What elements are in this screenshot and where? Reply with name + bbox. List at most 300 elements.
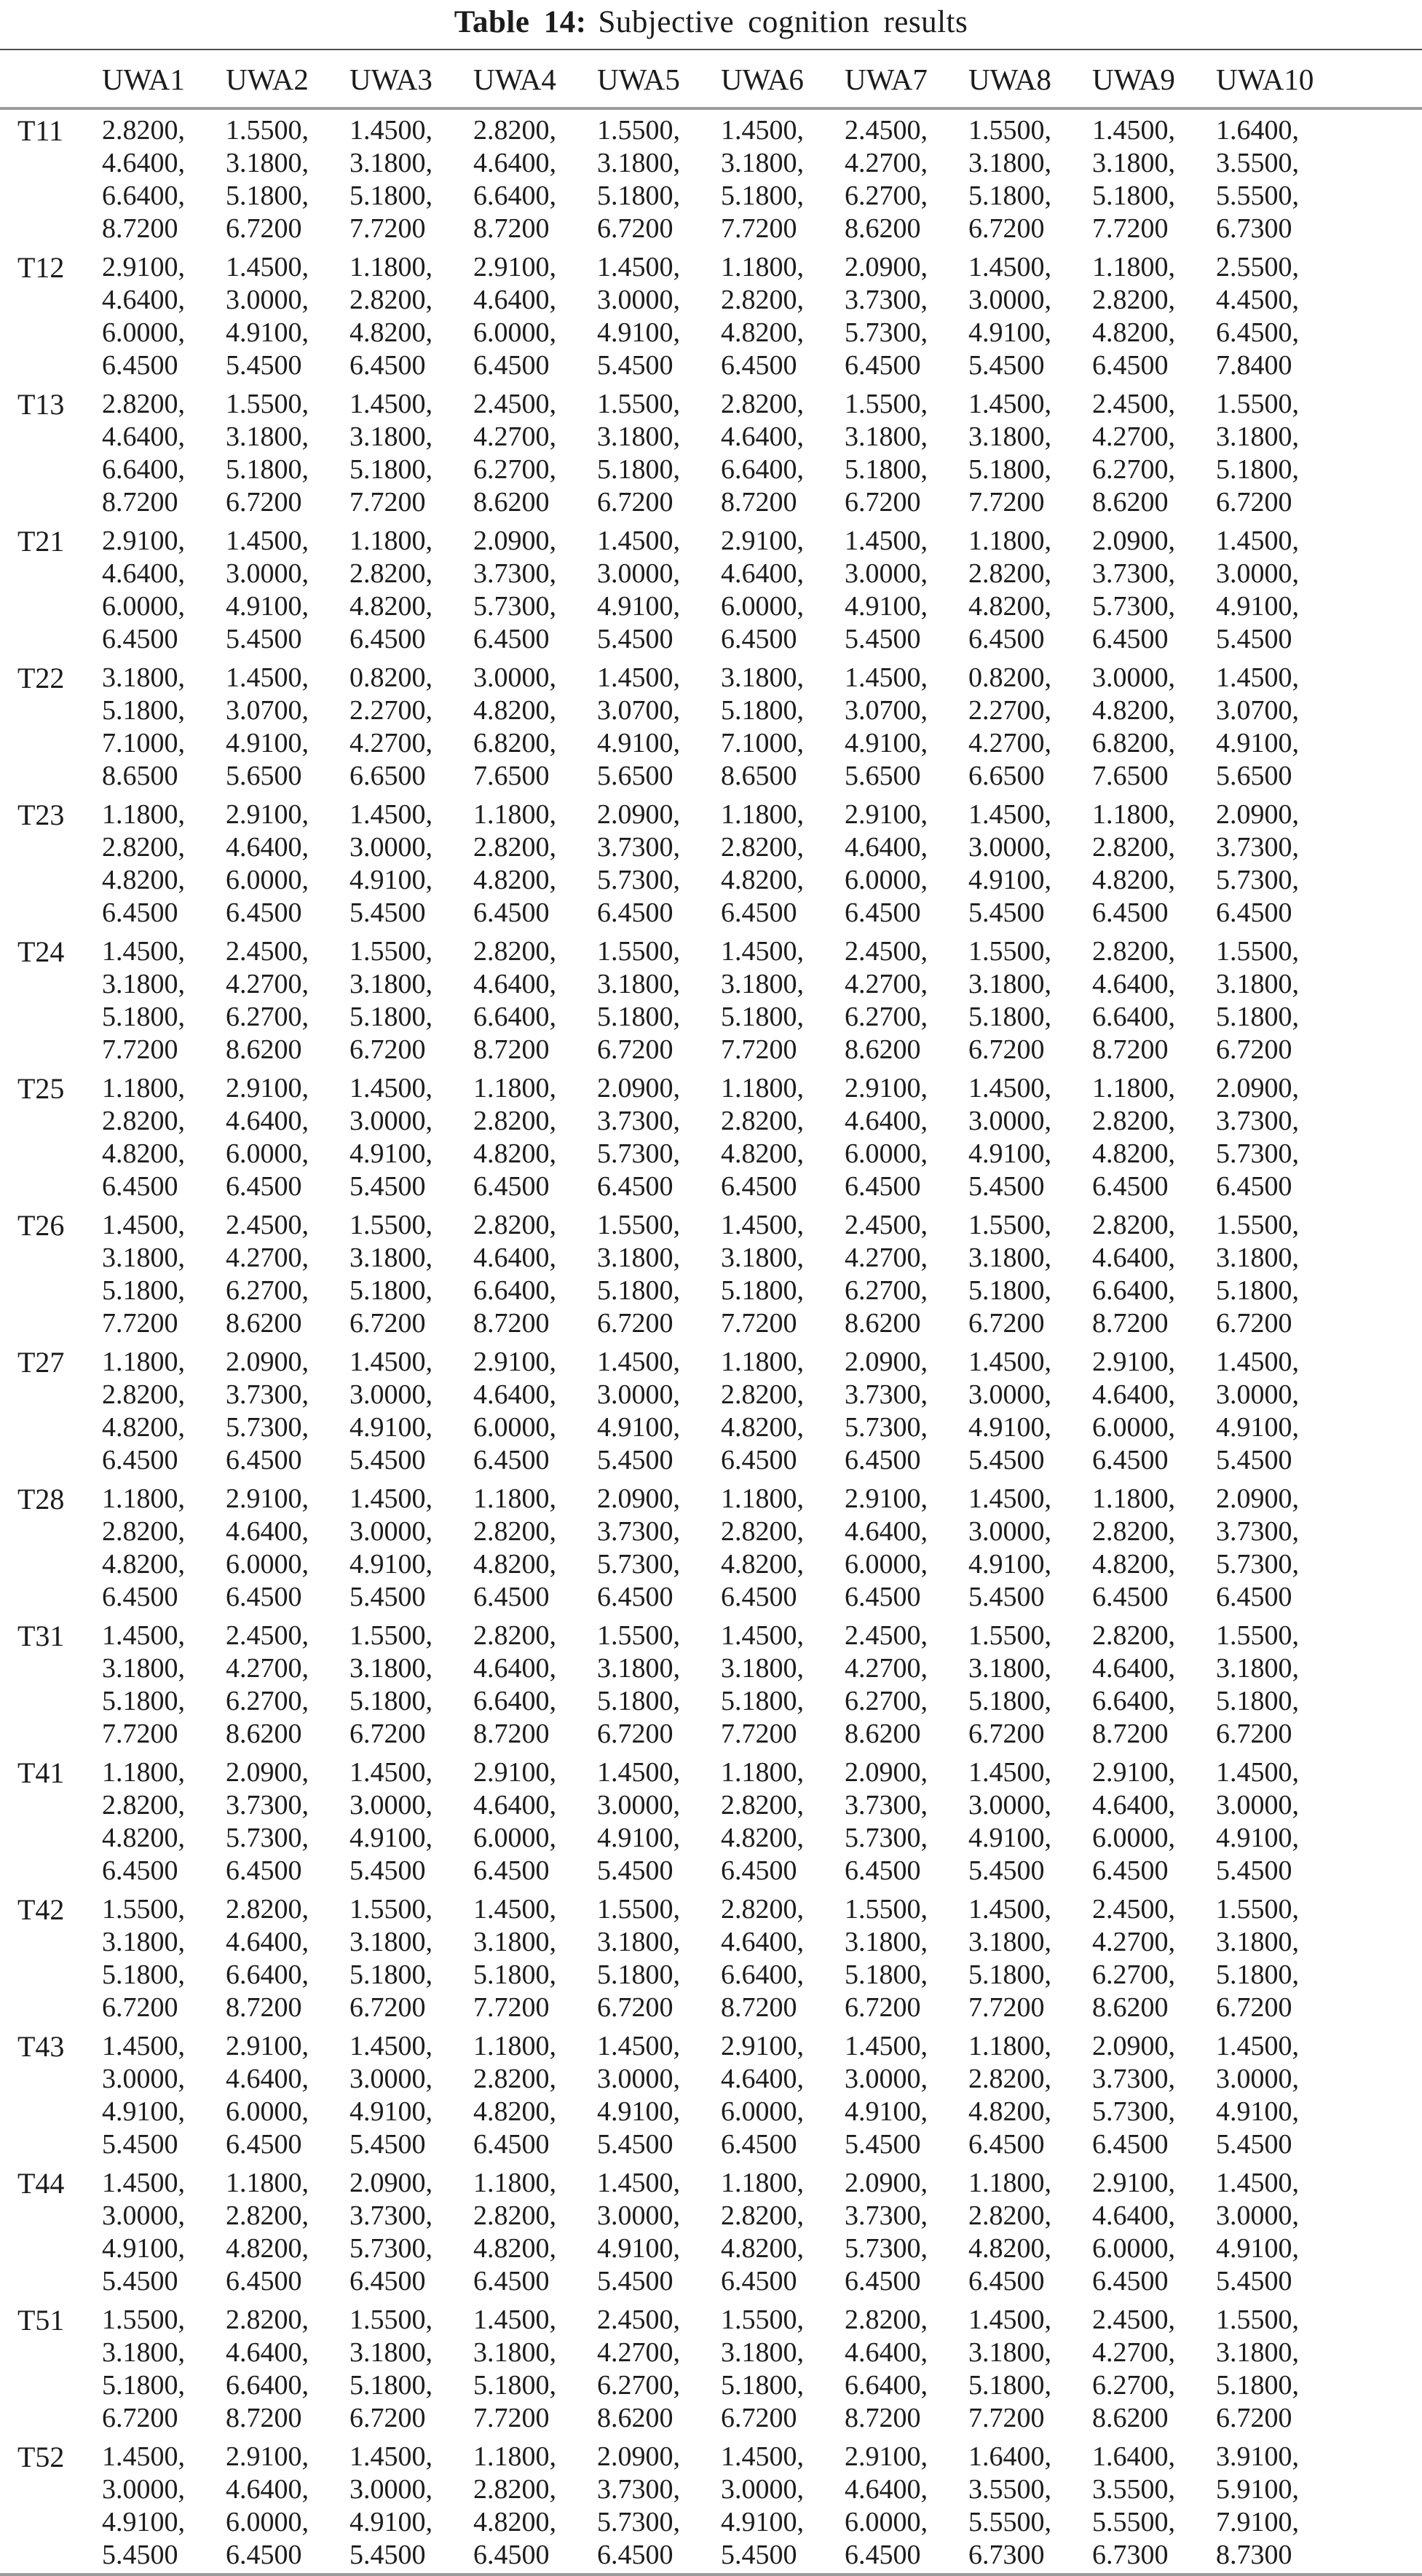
cell-value: 2.8200, — [226, 1894, 309, 1925]
cell-value: 4.9100, — [597, 1412, 680, 1443]
cell-value: 1.1800, — [1092, 1073, 1175, 1103]
cell-value: 5.1800, — [597, 1002, 680, 1032]
cell-value: 3.7300, — [845, 285, 928, 315]
cell-value: 4.8200, — [1092, 865, 1175, 895]
cell-value: 5.4500 — [845, 2129, 921, 2160]
cell-value: 2.9100, — [721, 2031, 804, 2061]
cell-value: 5.1800, — [597, 1686, 680, 1716]
cell-value: 3.0000, — [968, 285, 1051, 315]
cell-value: 4.6400, — [1092, 1653, 1175, 1684]
table-caption — [0, 0, 1422, 40]
cell-value: 2.0900, — [597, 799, 680, 830]
cell-value: 7.6500 — [473, 761, 550, 791]
cell-value: 6.7200 — [1216, 1992, 1292, 2023]
cell-value: 2.8200, — [1092, 1620, 1175, 1651]
cell-t28-uwa1 — [102, 1478, 226, 1615]
cell-value: 4.8200, — [102, 1412, 185, 1443]
cell-value: 3.0000, — [968, 832, 1051, 863]
cell-value: 3.1800, — [597, 1243, 680, 1273]
cell-value: 6.4500 — [473, 897, 550, 928]
cell-value: 2.8200, — [349, 558, 432, 589]
cell-value: 7.7200 — [721, 1719, 797, 1749]
cell-t28-uwa4 — [473, 1478, 597, 1615]
cell-value: 3.0000, — [968, 1790, 1051, 1820]
cell-value: 6.4500 — [349, 2266, 426, 2296]
cell-value: 5.6500 — [845, 761, 921, 791]
cell-t24-uwa1 — [102, 931, 226, 1068]
cell-t11-uwa5 — [597, 108, 721, 247]
cell-t41-uwa6 — [721, 1752, 845, 1889]
cell-value: 4.9100, — [845, 728, 928, 758]
cell-t12-uwa1 — [102, 247, 226, 384]
cell-value: 7.7200 — [473, 1992, 550, 2023]
cell-value: 6.4500 — [226, 1171, 302, 1202]
cell-value: 5.1800, — [1216, 1686, 1299, 1716]
cell-value: 1.5500, — [1216, 1210, 1299, 1240]
cell-t12-uwa3 — [349, 247, 473, 384]
cell-value: 1.4500, — [968, 1347, 1051, 1377]
cell-value: 1.4500, — [597, 1347, 680, 1377]
cell-value: 5.4500 — [226, 624, 302, 654]
cell-value: 1.4500, — [968, 1757, 1051, 1788]
table-row-t28 — [0, 1478, 1422, 1615]
cell-value: 1.4500, — [1216, 1347, 1299, 1377]
cell-value: 6.2700, — [845, 1686, 928, 1716]
cell-value: 6.4500, — [1216, 317, 1299, 348]
cell-value: 2.0900, — [1216, 1073, 1299, 1103]
cell-t44-uwa5 — [597, 2163, 721, 2299]
cell-value: 1.1800, — [349, 252, 432, 282]
cell-value: 3.0000, — [597, 2200, 680, 2231]
cell-value: 4.9100, — [349, 1549, 432, 1580]
cell-value: 5.1800, — [349, 1275, 432, 1306]
cell-value: 7.7200 — [102, 1034, 178, 1065]
cell-value: 1.4500, — [102, 2031, 185, 2061]
cell-value: 1.4500, — [721, 936, 804, 967]
cell-value: 3.0000, — [968, 1516, 1051, 1547]
cell-value: 6.4500 — [102, 1582, 178, 1612]
cell-value: 1.4500, — [102, 2168, 185, 2198]
cell-value: 6.6500 — [349, 761, 426, 791]
cell-value: 3.1800, — [845, 1927, 928, 1957]
cell-t13-uwa6 — [721, 384, 845, 520]
cell-value: 8.6200 — [1092, 487, 1169, 518]
cell-value: 1.4500, — [349, 2441, 432, 2472]
cell-value: 4.9100, — [349, 1412, 432, 1443]
cell-value: 2.8200, — [102, 1516, 185, 1547]
cell-value: 4.8200, — [968, 591, 1051, 622]
cell-value: 6.7200 — [597, 1034, 674, 1065]
cell-value: 4.9100, — [597, 1823, 680, 1853]
cell-t52-uwa8 — [968, 2436, 1092, 2575]
cell-value: 4.6400, — [1092, 1379, 1175, 1410]
cell-value: 1.5500, — [349, 2304, 432, 2335]
cell-value: 2.4500, — [1092, 1894, 1175, 1925]
cell-value: 1.4500, — [968, 389, 1051, 419]
cell-value: 2.8200, — [349, 285, 432, 315]
cell-value: 5.1800, — [721, 1275, 804, 1306]
cell-value: 1.5500, — [349, 936, 432, 967]
cell-value: 5.7300, — [1092, 2096, 1175, 2127]
cell-value: 4.9100, — [597, 591, 680, 622]
cell-value: 5.1800, — [102, 1959, 185, 1990]
cell-value: 6.6400, — [1092, 1686, 1175, 1716]
cell-value: 1.4500, — [968, 252, 1051, 282]
cell-value: 3.0000, — [102, 2064, 185, 2094]
cell-t25-uwa8 — [968, 1068, 1092, 1205]
cell-value: 2.0900, — [226, 1347, 309, 1377]
cell-t44-uwa4 — [473, 2163, 597, 2299]
cell-value: 2.4500, — [845, 1210, 928, 1240]
cell-value: 1.1800, — [968, 2168, 1051, 2198]
cell-value: 3.0000, — [597, 2064, 680, 2094]
cell-value: 1.4500, — [1216, 526, 1299, 556]
cell-t26-uwa9 — [1092, 1205, 1216, 1341]
cell-value: 2.8200, — [721, 1516, 804, 1547]
cell-value: 3.7300, — [1092, 558, 1175, 589]
cell-value: 2.8200, — [721, 832, 804, 863]
cell-value: 4.9100, — [349, 1823, 432, 1853]
cell-value: 5.7300, — [226, 1412, 309, 1443]
cell-value: 4.9100, — [349, 2096, 432, 2127]
cell-value: 2.0900, — [1216, 799, 1299, 830]
cell-value: 2.8200, — [721, 389, 804, 419]
cell-value: 6.4500 — [968, 624, 1045, 654]
cell-value: 5.1800, — [968, 454, 1051, 485]
cell-value: 2.8200, — [102, 1790, 185, 1820]
cell-value: 5.4500 — [597, 2266, 674, 2296]
cell-t51-uwa7 — [845, 2299, 968, 2436]
cell-value: 1.5500, — [349, 1620, 432, 1651]
cell-value: 4.9100, — [102, 2096, 185, 2127]
cell-value: 5.4500 — [968, 897, 1045, 928]
cell-value: 1.1800, — [1092, 252, 1175, 282]
cell-value: 4.8200, — [473, 2507, 556, 2537]
cell-value: 5.1800, — [349, 2370, 432, 2401]
cell-t11-uwa2 — [226, 108, 349, 247]
cell-value: 1.4500, — [597, 1757, 680, 1788]
cell-value: 6.0000, — [473, 1412, 556, 1443]
cell-t28-uwa8 — [968, 1478, 1092, 1615]
cell-value: 7.8400 — [1216, 350, 1292, 381]
cell-value: 2.8200, — [721, 1790, 804, 1820]
cell-value: 4.9100, — [1216, 1412, 1299, 1443]
cell-t26-uwa7 — [845, 1205, 968, 1341]
cell-value: 5.4500 — [349, 1445, 426, 1475]
cell-value: 1.6400, — [968, 2441, 1051, 2472]
cell-value: 6.0000, — [226, 1138, 309, 1169]
row-label: T23 — [17, 798, 65, 831]
cell-value: 3.0000, — [597, 285, 680, 315]
cell-value: 4.8200, — [473, 2096, 556, 2127]
cell-value: 6.7200 — [349, 1992, 426, 2023]
cell-value: 3.1800, — [597, 1927, 680, 1957]
cell-value: 6.4500 — [473, 624, 550, 654]
cell-value: 4.6400, — [102, 421, 185, 452]
cell-t42-uwa4 — [473, 1889, 597, 2026]
cell-value: 5.1800, — [473, 2370, 556, 2401]
cell-value: 4.8200, — [473, 865, 556, 895]
cell-value: 4.6400, — [226, 1927, 309, 1957]
cell-value: 4.8200, — [721, 1549, 804, 1580]
cell-t41-uwa10 — [1216, 1752, 1422, 1889]
cell-value: 5.7300, — [597, 1138, 680, 1169]
cell-t25-uwa1 — [102, 1068, 226, 1205]
cell-value: 4.8200, — [102, 1823, 185, 1853]
cell-t11-uwa1 — [102, 108, 226, 247]
cell-value: 5.7300, — [845, 2233, 928, 2264]
cell-value: 2.9100, — [102, 252, 185, 282]
cell-value: 6.4500 — [226, 2129, 302, 2160]
cell-t44-uwa7 — [845, 2163, 968, 2299]
cell-value: 5.4500 — [597, 624, 674, 654]
cell-value: 1.4500, — [349, 1483, 432, 1514]
cell-value: 3.1800, — [1216, 421, 1299, 452]
cell-value: 3.1800, — [349, 2337, 432, 2368]
cell-value: 4.9100, — [349, 2507, 432, 2537]
cell-t41-uwa4 — [473, 1752, 597, 1889]
cell-t21-uwa8 — [968, 520, 1092, 657]
cell-value: 3.0000, — [597, 558, 680, 589]
cell-value: 6.7200 — [1216, 2403, 1292, 2433]
cell-value: 6.4500 — [473, 1445, 550, 1475]
cell-t22-uwa5 — [597, 657, 721, 794]
cell-value: 8.7200 — [1092, 1719, 1169, 1749]
cell-value: 3.0000, — [349, 832, 432, 863]
cell-value: 4.6400, — [226, 1516, 309, 1547]
cell-value: 6.7200 — [721, 2403, 797, 2433]
cell-value: 1.4500, — [349, 389, 432, 419]
cell-t27-uwa2 — [226, 1341, 349, 1478]
cell-value: 4.6400, — [721, 558, 804, 589]
cell-value: 5.4500 — [226, 350, 302, 381]
cell-value: 6.7200 — [226, 487, 302, 518]
cell-value: 6.7200 — [226, 213, 302, 244]
cell-value: 5.4500 — [721, 2540, 797, 2570]
cell-value: 6.4500 — [721, 1582, 797, 1612]
cell-value: 6.4500 — [102, 1445, 178, 1475]
cell-value: 5.1800, — [1216, 1959, 1299, 1990]
cell-value: 6.4500 — [597, 2540, 674, 2570]
cell-value: 1.1800, — [473, 1483, 556, 1514]
cell-value: 2.9100, — [102, 526, 185, 556]
table-row-t11 — [0, 108, 1422, 247]
column-header-uwa7: UWA7 — [845, 49, 968, 108]
cell-value: 6.0000, — [226, 865, 309, 895]
cell-value: 2.8200, — [102, 1379, 185, 1410]
cell-t51-uwa2 — [226, 2299, 349, 2436]
cell-value: 5.5500, — [968, 2507, 1051, 2537]
cell-value: 2.8200, — [226, 2304, 309, 2335]
cell-value: 1.1800, — [102, 799, 185, 830]
cell-value: 6.6400, — [102, 454, 185, 485]
cell-value: 2.8200, — [721, 285, 804, 315]
cell-value: 6.6400, — [721, 454, 804, 485]
row-label: T44 — [17, 2167, 65, 2200]
cell-value: 2.0900, — [1216, 1483, 1299, 1514]
cell-value: 8.7200 — [102, 487, 178, 518]
cell-value: 4.6400, — [845, 832, 928, 863]
cell-t21-uwa2 — [226, 520, 349, 657]
cell-t31-uwa1 — [102, 1615, 226, 1752]
cell-value: 4.9100, — [968, 317, 1051, 348]
cell-value: 6.2700, — [845, 1275, 928, 1306]
cell-value: 6.4500 — [721, 1855, 797, 1886]
cell-t23-uwa7 — [845, 794, 968, 931]
cell-t43-uwa1 — [102, 2026, 226, 2163]
row-label: T31 — [17, 1620, 65, 1652]
cell-t21-uwa3 — [349, 520, 473, 657]
cell-value: 6.4500 — [845, 2266, 921, 2296]
cell-value: 1.1800, — [968, 2031, 1051, 2061]
cell-value: 3.0000, — [597, 1379, 680, 1410]
cell-value: 4.2700, — [349, 728, 432, 758]
cell-value: 6.6400, — [226, 1959, 309, 1990]
column-header-uwa6: UWA6 — [721, 49, 845, 108]
cell-value: 1.5500, — [597, 1894, 680, 1925]
cell-t28-uwa5 — [597, 1478, 721, 1615]
cell-t21-uwa10 — [1216, 520, 1422, 657]
cell-value: 4.9100, — [349, 865, 432, 895]
column-header-uwa2: UWA2 — [226, 49, 349, 108]
cell-value: 1.5500, — [226, 389, 309, 419]
cell-value: 1.1800, — [102, 1073, 185, 1103]
cell-t13-uwa10 — [1216, 384, 1422, 520]
cell-value: 4.6400, — [102, 558, 185, 589]
cell-value: 5.7300, — [597, 865, 680, 895]
cell-value: 6.0000, — [473, 317, 556, 348]
cell-value: 4.8200, — [721, 865, 804, 895]
cell-value: 5.4500 — [102, 2266, 178, 2296]
cell-value: 6.4500 — [1092, 350, 1169, 381]
cell-value: 5.7300, — [845, 1412, 928, 1443]
cell-value: 5.1800, — [721, 1686, 804, 1716]
cell-t31-uwa4 — [473, 1615, 597, 1752]
cell-value: 8.6200 — [473, 487, 550, 518]
cell-value: 2.8200, — [1092, 1516, 1175, 1547]
cell-t24-uwa5 — [597, 931, 721, 1068]
cell-t13-uwa1 — [102, 384, 226, 520]
cell-value: 6.4500 — [1092, 1855, 1169, 1886]
cell-value: 6.7200 — [349, 1308, 426, 1339]
cell-t22-uwa4 — [473, 657, 597, 794]
cell-value: 2.4500, — [226, 1620, 309, 1651]
cell-value: 5.1800, — [1216, 1002, 1299, 1032]
cell-value: 6.4500 — [845, 350, 921, 381]
cell-value: 3.0000, — [1216, 1379, 1299, 1410]
cell-value: 1.4500, — [226, 662, 309, 693]
cell-value: 7.9100, — [1216, 2507, 1299, 2537]
cell-value: 8.6200 — [845, 1719, 921, 1749]
cell-value: 2.8200, — [473, 2200, 556, 2231]
cell-value: 4.6400, — [1092, 2200, 1175, 2231]
cell-value: 6.4500 — [721, 350, 797, 381]
cell-value: 5.1800, — [102, 2370, 185, 2401]
cell-t25-uwa7 — [845, 1068, 968, 1205]
cell-value: 4.6400, — [226, 832, 309, 863]
cell-value: 1.4500, — [473, 2304, 556, 2335]
cell-value: 0.8200, — [349, 662, 432, 693]
cell-t42-uwa10 — [1216, 1889, 1422, 2026]
cell-value: 3.0000, — [102, 2474, 185, 2505]
cell-t24-uwa3 — [349, 931, 473, 1068]
cell-value: 5.1800, — [597, 1959, 680, 1990]
cell-t21-uwa6 — [721, 520, 845, 657]
cell-value: 2.9100, — [473, 1347, 556, 1377]
cell-t27-uwa4 — [473, 1341, 597, 1478]
cell-value: 1.4500, — [968, 1483, 1051, 1514]
cell-value: 2.9100, — [845, 799, 928, 830]
cell-value: 2.0900, — [845, 2168, 928, 2198]
cell-value: 6.4500 — [968, 2129, 1045, 2160]
cell-value: 5.6500 — [597, 761, 674, 791]
cell-value: 2.9100, — [845, 1483, 928, 1514]
cell-value: 5.4500 — [1216, 1855, 1292, 1886]
cell-value: 2.0900, — [597, 1483, 680, 1514]
cell-t25-uwa6 — [721, 1068, 845, 1205]
cell-value: 3.0000, — [845, 558, 928, 589]
cell-value: 6.7200 — [597, 487, 674, 518]
cell-value: 3.5500, — [1092, 2474, 1175, 2505]
cell-value: 3.7300, — [597, 1516, 680, 1547]
cell-value: 3.9100, — [1216, 2441, 1299, 2472]
cell-value: 4.6400, — [473, 1379, 556, 1410]
cell-value: 4.6400, — [845, 1516, 928, 1547]
cell-t26-uwa1 — [102, 1205, 226, 1341]
cell-value: 1.1800, — [721, 1483, 804, 1514]
row-label: T25 — [17, 1072, 65, 1105]
cell-value: 2.8200, — [473, 115, 556, 146]
cell-value: 5.4500 — [1216, 2266, 1292, 2296]
cell-value: 3.5500, — [968, 2474, 1051, 2505]
cell-value: 5.4500 — [597, 1855, 674, 1886]
cell-value: 6.7200 — [597, 1308, 674, 1339]
cell-t44-uwa6 — [721, 2163, 845, 2299]
cell-value: 1.1800, — [1092, 1483, 1175, 1514]
cell-value: 4.8200, — [968, 2096, 1051, 2127]
cell-value: 1.6400, — [1216, 115, 1299, 146]
cell-value: 7.7200 — [721, 213, 797, 244]
cell-value: 4.8200, — [721, 1823, 804, 1853]
cell-value: 5.4500 — [349, 1855, 426, 1886]
cell-value: 1.1800, — [102, 1347, 185, 1377]
cell-value: 3.7300, — [597, 1106, 680, 1136]
cell-value: 2.8200, — [102, 1106, 185, 1136]
cell-value: 5.1800, — [968, 1275, 1051, 1306]
table-row-t22 — [0, 657, 1422, 794]
cell-value: 5.1800, — [721, 2370, 804, 2401]
cell-value: 5.1800, — [968, 1686, 1051, 1716]
cell-value: 3.1800, — [473, 2337, 556, 2368]
cell-t13-uwa8 — [968, 384, 1092, 520]
cell-t28-uwa6 — [721, 1478, 845, 1615]
cell-value: 8.6200 — [597, 2403, 674, 2433]
cell-value: 3.0000, — [102, 2200, 185, 2231]
cell-value: 8.6500 — [721, 761, 797, 791]
cell-value: 4.6400, — [473, 285, 556, 315]
cell-value: 5.4500 — [968, 1582, 1045, 1612]
cell-value: 4.9100, — [597, 317, 680, 348]
cell-value: 4.2700, — [1092, 1927, 1175, 1957]
cell-value: 3.0700, — [845, 695, 928, 726]
cell-value: 3.1800, — [1092, 148, 1175, 178]
cell-value: 1.1800, — [721, 2168, 804, 2198]
cell-value: 3.7300, — [1216, 1106, 1299, 1136]
cell-value: 3.0000, — [721, 2474, 804, 2505]
cell-t27-uwa8 — [968, 1341, 1092, 1478]
cell-t12-uwa10 — [1216, 247, 1422, 384]
cell-value: 3.5500, — [1216, 148, 1299, 178]
